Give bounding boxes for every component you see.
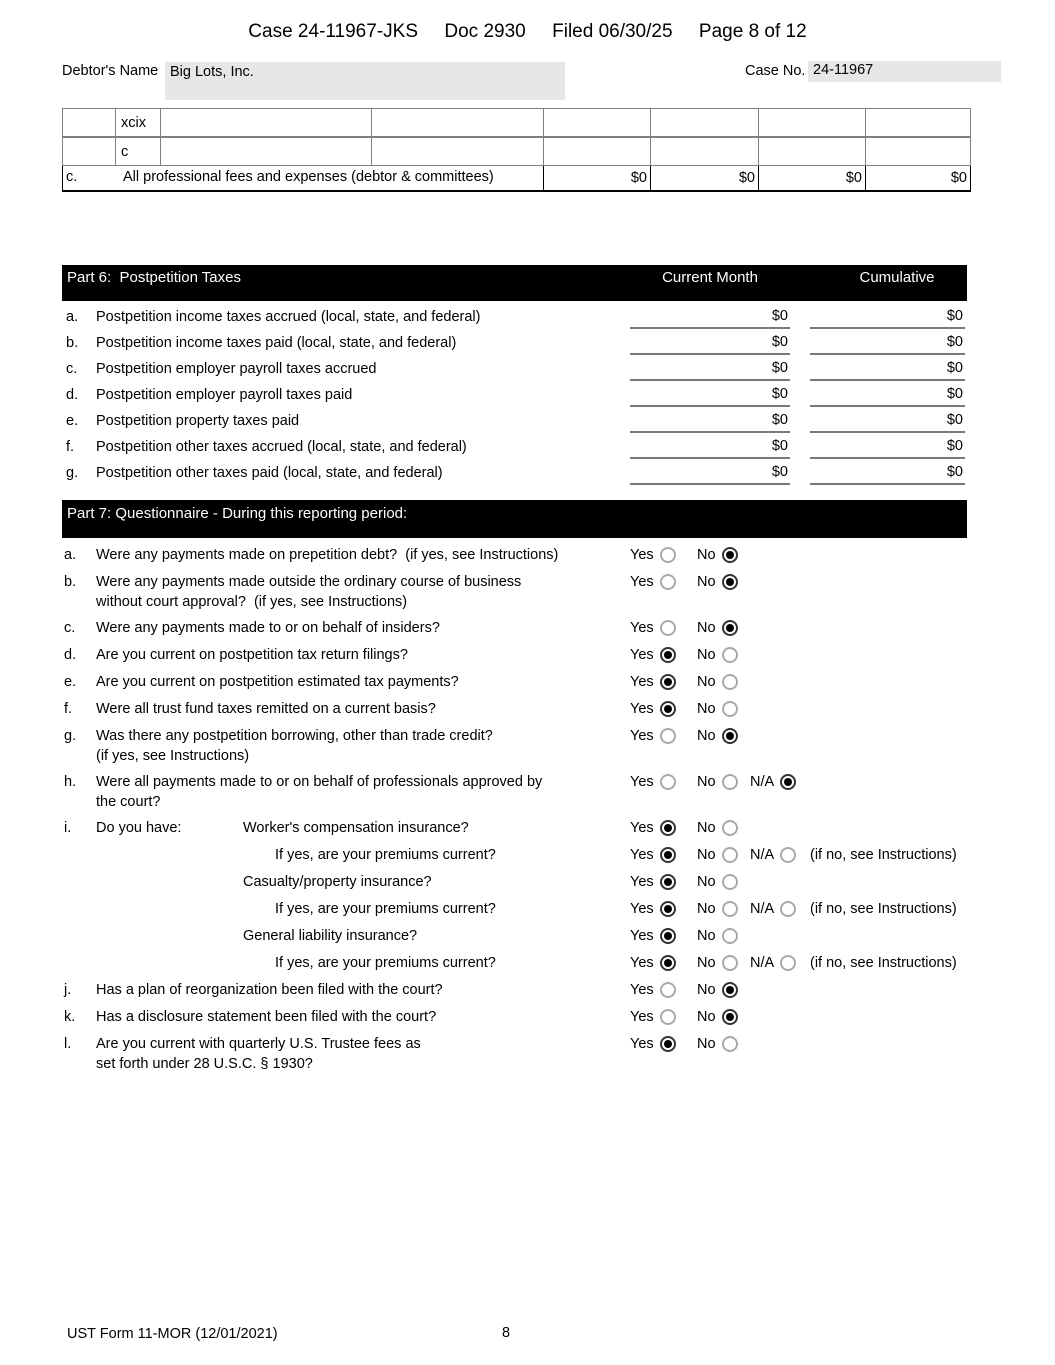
part6-row: [62, 383, 967, 409]
answer-option-na: [750, 846, 796, 866]
question-line: (if yes, see Instructions): [96, 747, 250, 764]
question-line: Are you current on postpetition tax return filings?: [96, 647, 408, 663]
option-label-no: No: [697, 774, 716, 790]
option-label-yes: Yes: [630, 982, 654, 998]
question-row: [62, 646, 1055, 666]
page-number: 8: [501, 1325, 511, 1341]
option-label-yes: Yes: [630, 820, 654, 836]
question-line: If yes, are your premiums current?: [275, 847, 496, 863]
part6-current-month-field[interactable]: $0: [630, 409, 790, 433]
fees-amount-cell: [651, 137, 759, 166]
question-text: [96, 573, 1055, 612]
fees-amount-cell: [759, 109, 866, 138]
professional-fees-table: [62, 108, 971, 192]
question-line: Was there any postpetition borrowing, other than trade credit?: [96, 728, 493, 744]
part6-col-cumulative: Cumulative: [859, 269, 935, 286]
option-label-yes: Yes: [630, 574, 654, 590]
radio-no[interactable]: [722, 674, 738, 690]
part6-cumulative-field[interactable]: $0: [810, 409, 965, 433]
fees-empty-cell: [63, 109, 116, 138]
question-text: [96, 619, 1055, 639]
question-letter: h.: [64, 774, 77, 790]
option-label-no: No: [697, 574, 716, 590]
question-row: [62, 873, 1055, 893]
part6-row-letter: d.: [66, 387, 79, 403]
part6-cumulative-field[interactable]: $0: [810, 461, 965, 485]
part7-title: Part 7: Questionnaire - During this reporting period:: [67, 505, 408, 522]
question-letter: a.: [64, 547, 77, 563]
answer-option-no: [697, 1035, 738, 1055]
question-row: [62, 573, 1055, 612]
question-line: Were all payments made to or on behalf of professionals approved by: [96, 774, 543, 790]
question-letter: j.: [64, 982, 72, 998]
question-row: [62, 673, 1055, 693]
option-label-yes: Yes: [630, 1036, 654, 1052]
radio-no[interactable]: [722, 1009, 738, 1025]
fees-amount-cell: [544, 137, 651, 166]
fees-amount-cell: $0: [759, 166, 866, 192]
answer-option-no: [697, 954, 738, 974]
question-text: [96, 700, 1055, 720]
answer-option-no: [697, 900, 738, 920]
radio-no[interactable]: [722, 728, 738, 744]
question-line: Worker's compensation insurance?: [243, 820, 469, 836]
radio-yes[interactable]: [660, 928, 676, 944]
question-row: [62, 819, 1055, 839]
radio-no[interactable]: [722, 847, 738, 863]
fees-row-letter: c.: [66, 169, 78, 185]
radio-na[interactable]: [780, 955, 796, 971]
part6-row-letter: e.: [66, 413, 79, 429]
option-label-no: No: [697, 820, 716, 836]
part6-row-letter: a.: [66, 309, 79, 325]
question-letter: c.: [64, 620, 76, 636]
radio-na[interactable]: [780, 774, 796, 790]
question-row: [62, 546, 1055, 566]
part6-row-letter: b.: [66, 335, 79, 351]
question-text: [96, 981, 1055, 1001]
answer-option-yes: [630, 927, 676, 947]
question-row: [62, 846, 1055, 866]
answer-note: (if no, see Instructions): [810, 847, 957, 863]
fees-amount-cell: [544, 109, 651, 138]
part6-current-month-field[interactable]: $0: [630, 331, 790, 355]
part6-row-letter: g.: [66, 465, 79, 481]
answer-option-no: [697, 727, 738, 747]
radio-na[interactable]: [780, 847, 796, 863]
radio-no[interactable]: [722, 874, 738, 890]
radio-no[interactable]: [722, 820, 738, 836]
question-line: Are you current with quarterly U.S. Trustee fees as: [96, 1036, 421, 1052]
answer-option-yes: [630, 546, 676, 566]
answer-option-na: [750, 900, 796, 920]
question-row: [62, 927, 1055, 947]
option-label-no: No: [697, 547, 716, 563]
debtor-name-field[interactable]: Big Lots, Inc.: [165, 62, 565, 100]
option-label-yes: Yes: [630, 901, 654, 917]
radio-no[interactable]: [722, 901, 738, 917]
radio-no[interactable]: [722, 701, 738, 717]
part6-row-label: Postpetition income taxes accrued (local, state, and federal): [96, 309, 481, 325]
radio-yes[interactable]: [660, 1009, 676, 1025]
part6-row-label: Postpetition employer payroll taxes paid: [96, 387, 353, 403]
answer-option-yes: [630, 954, 676, 974]
option-label-yes: Yes: [630, 647, 654, 663]
option-label-yes: Yes: [630, 774, 654, 790]
option-label-no: No: [697, 647, 716, 663]
part6-row-label: Postpetition income taxes paid (local, state, and federal): [96, 335, 457, 351]
answer-option-no: [697, 546, 738, 566]
part6-cumulative-field[interactable]: $0: [810, 305, 965, 329]
radio-no[interactable]: [722, 955, 738, 971]
radio-no[interactable]: [722, 982, 738, 998]
answer-option-yes: [630, 981, 676, 1001]
answer-option-no: [697, 1008, 738, 1028]
fees-amount-cell: $0: [651, 166, 759, 192]
fees-amount-cell: [866, 137, 971, 166]
debtor-name-label: Debtor's Name: [62, 63, 159, 79]
part7-header-bar: [62, 500, 967, 538]
radio-no[interactable]: [722, 1036, 738, 1052]
question-letter: e.: [64, 674, 77, 690]
answer-option-yes: [630, 700, 676, 720]
option-label-yes: Yes: [630, 620, 654, 636]
part6-current-month-field[interactable]: $0: [630, 461, 790, 485]
part6-row-letter: f.: [66, 439, 75, 455]
part6-row-label: Postpetition other taxes paid (local, state, and federal): [96, 465, 443, 481]
answer-option-yes: [630, 619, 676, 639]
part6-rows: [62, 305, 967, 487]
part6-cumulative-field[interactable]: $0: [810, 383, 965, 407]
option-label-no: No: [697, 701, 716, 717]
question-row: [62, 700, 1055, 720]
part6-row-label: Postpetition other taxes accrued (local, state, and federal): [96, 439, 467, 455]
answer-note: (if no, see Instructions): [810, 901, 957, 917]
part6-current-month-field[interactable]: $0: [630, 435, 790, 459]
part6-row-letter: c.: [66, 361, 78, 377]
part6-col-current-month: Current Month: [662, 269, 758, 286]
option-label-no: No: [697, 674, 716, 690]
question-line: Has a plan of reorganization been filed with the court?: [96, 982, 443, 998]
option-label-no: No: [697, 982, 716, 998]
answer-option-no: [697, 646, 738, 666]
part7-questionnaire: [62, 546, 1055, 1081]
option-label-yes: Yes: [630, 955, 654, 971]
case-header: Case 24-11967-JKS Doc 2930 Filed 06/30/25 Page 8 of 12: [248, 21, 807, 42]
radio-yes[interactable]: [660, 847, 676, 863]
fees-row: [63, 166, 971, 192]
question-prefix: Do you have:: [96, 820, 182, 836]
radio-na[interactable]: [780, 901, 796, 917]
question-text: [96, 1035, 1055, 1074]
option-label-na: N/A: [750, 901, 775, 917]
question-line: the court?: [96, 793, 161, 810]
fees-row: [63, 137, 971, 166]
answer-option-na: [750, 773, 796, 793]
part6-row: [62, 305, 967, 331]
answer-option-no: [697, 619, 738, 639]
part6-row: [62, 331, 967, 357]
fees-row: [63, 109, 971, 138]
radio-no[interactable]: [722, 547, 738, 563]
radio-no[interactable]: [722, 647, 738, 663]
question-line: Were all trust fund taxes remitted on a current basis?: [96, 701, 436, 717]
answer-option-yes: [630, 1035, 676, 1055]
question-line: Were any payments made on prepetition debt? (if yes, see Instructions): [96, 547, 559, 563]
question-line: General liability insurance?: [243, 928, 418, 944]
answer-option-no: [697, 819, 738, 839]
fees-amount-cell: [759, 137, 866, 166]
radio-yes[interactable]: [660, 982, 676, 998]
part6-row: [62, 435, 967, 461]
option-label-yes: Yes: [630, 547, 654, 563]
part6-current-month-field[interactable]: $0: [630, 357, 790, 381]
radio-no[interactable]: [722, 574, 738, 590]
question-text: [96, 727, 1055, 766]
answer-option-na: [750, 954, 796, 974]
fees-row-number: c: [116, 137, 161, 166]
case-no-field[interactable]: 24-11967: [808, 61, 1001, 82]
radio-no[interactable]: [722, 620, 738, 636]
radio-yes[interactable]: [660, 955, 676, 971]
question-line: Casualty/property insurance?: [243, 874, 432, 890]
question-letter: l.: [64, 1036, 72, 1052]
radio-yes[interactable]: [660, 728, 676, 744]
question-row: [62, 773, 1055, 812]
option-label-no: No: [697, 1009, 716, 1025]
fees-empty-cell: [161, 109, 372, 138]
radio-no[interactable]: [722, 774, 738, 790]
question-line: Has a disclosure statement been filed with the court?: [96, 1009, 437, 1025]
question-line: Are you current on postpetition estimated tax payments?: [96, 674, 459, 690]
radio-yes[interactable]: [660, 774, 676, 790]
answer-option-no: [697, 981, 738, 1001]
option-label-yes: Yes: [630, 701, 654, 717]
option-label-no: No: [697, 874, 716, 890]
radio-yes[interactable]: [660, 547, 676, 563]
answer-option-no: [697, 873, 738, 893]
radio-yes[interactable]: [660, 674, 676, 690]
fees-empty-cell: [372, 137, 544, 166]
question-text: [96, 1008, 1055, 1028]
answer-option-yes: [630, 646, 676, 666]
answer-note: (if no, see Instructions): [810, 955, 957, 971]
radio-yes[interactable]: [660, 701, 676, 717]
question-row: [62, 954, 1055, 974]
question-line: set forth under 28 U.S.C. § 1930?: [96, 1055, 313, 1072]
part6-current-month-field[interactable]: $0: [630, 305, 790, 329]
part6-cumulative-field[interactable]: $0: [810, 357, 965, 381]
answer-option-no: [697, 846, 738, 866]
question-text: [96, 546, 1055, 566]
part6-title: Part 6: Postpetition Taxes: [67, 269, 241, 286]
question-letter: i.: [64, 820, 72, 836]
answer-option-yes: [630, 819, 676, 839]
fees-row-number: xcix: [116, 109, 161, 138]
radio-yes[interactable]: [660, 820, 676, 836]
part6-current-month-field[interactable]: $0: [630, 383, 790, 407]
part6-row-label: Postpetition employer payroll taxes accrued: [96, 361, 377, 377]
part6-row: [62, 461, 967, 487]
question-row: [62, 900, 1055, 920]
question-row: [62, 619, 1055, 639]
fees-empty-cell: [63, 137, 116, 166]
question-letter: k.: [64, 1009, 76, 1025]
question-row: [62, 1008, 1055, 1028]
part6-row: [62, 357, 967, 383]
answer-option-yes: [630, 900, 676, 920]
answer-option-yes: [630, 846, 676, 866]
option-label-no: No: [697, 1036, 716, 1052]
fees-amount-cell: $0: [544, 166, 651, 192]
radio-no[interactable]: [722, 928, 738, 944]
radio-yes[interactable]: [660, 874, 676, 890]
question-line: If yes, are your premiums current?: [275, 955, 496, 971]
option-label-yes: Yes: [630, 728, 654, 744]
question-line: without court approval? (if yes, see Instructions): [96, 593, 408, 610]
question-letter: f.: [64, 701, 73, 717]
option-label-yes: Yes: [630, 874, 654, 890]
radio-yes[interactable]: [660, 901, 676, 917]
answer-option-yes: [630, 673, 676, 693]
answer-option-no: [697, 927, 738, 947]
answer-option-no: [697, 673, 738, 693]
fees-empty-cell: [372, 109, 544, 138]
question-letter: b.: [64, 574, 77, 590]
option-label-no: No: [697, 928, 716, 944]
fees-amount-cell: $0: [866, 166, 971, 192]
option-label-yes: Yes: [630, 674, 654, 690]
option-label-no: No: [697, 847, 716, 863]
option-label-na: N/A: [750, 955, 775, 971]
option-label-na: N/A: [750, 847, 775, 863]
question-text: [96, 673, 1055, 693]
question-line: Were any payments made to or on behalf of insiders?: [96, 620, 440, 636]
question-letter: g.: [64, 728, 77, 744]
answer-option-no: [697, 700, 738, 720]
case-no-label: Case No.: [745, 63, 806, 79]
fees-row-label: All professional fees and expenses (debtor & committees): [123, 169, 494, 185]
question-text: [96, 773, 1055, 812]
part6-row: [62, 409, 967, 435]
option-label-na: N/A: [750, 774, 775, 790]
fees-amount-cell: [866, 109, 971, 138]
answer-option-no: [697, 773, 738, 793]
answer-option-no: [697, 573, 738, 593]
question-row: [62, 1035, 1055, 1074]
option-label-yes: Yes: [630, 847, 654, 863]
fees-empty-cell: [161, 137, 372, 166]
question-row: [62, 981, 1055, 1001]
option-label-no: No: [697, 620, 716, 636]
fees-row-label-cell: [63, 166, 544, 192]
option-label-no: No: [697, 955, 716, 971]
radio-yes[interactable]: [660, 620, 676, 636]
radio-yes[interactable]: [660, 647, 676, 663]
answer-option-yes: [630, 873, 676, 893]
form-id: UST Form 11-MOR (12/01/2021): [67, 1326, 278, 1342]
part6-header-bar: [62, 265, 967, 301]
option-label-yes: Yes: [630, 1009, 654, 1025]
option-label-yes: Yes: [630, 928, 654, 944]
radio-yes[interactable]: [660, 574, 676, 590]
option-label-no: No: [697, 728, 716, 744]
answer-option-yes: [630, 1008, 676, 1028]
answer-option-yes: [630, 573, 676, 593]
fees-amount-cell: [651, 109, 759, 138]
question-line: If yes, are your premiums current?: [275, 901, 496, 917]
part6-cumulative-field[interactable]: $0: [810, 435, 965, 459]
question-line: Were any payments made outside the ordinary course of business: [96, 574, 522, 590]
answer-option-yes: [630, 773, 676, 793]
question-row: [62, 727, 1055, 766]
answer-option-yes: [630, 727, 676, 747]
part6-cumulative-field[interactable]: $0: [810, 331, 965, 355]
part6-row-label: Postpetition property taxes paid: [96, 413, 300, 429]
radio-yes[interactable]: [660, 1036, 676, 1052]
option-label-no: No: [697, 901, 716, 917]
question-text: [96, 646, 1055, 666]
question-letter: d.: [64, 647, 77, 663]
